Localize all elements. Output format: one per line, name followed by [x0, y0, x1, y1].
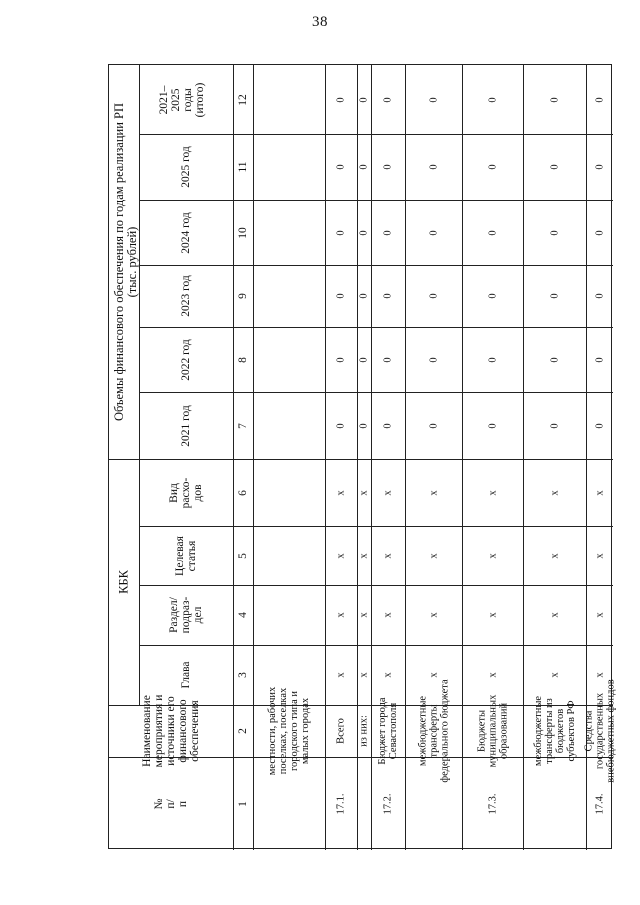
row-3-value-5: 0	[358, 164, 370, 170]
row-8-value-6: 0	[593, 96, 605, 103]
header-kbk-col-4: Вид расхо- дов	[167, 477, 205, 508]
row-5-value-4: 0	[427, 229, 439, 236]
row-8-value-5: 0	[593, 164, 605, 170]
row-4-value-3: 0	[382, 293, 394, 299]
col-divider-7	[139, 392, 613, 393]
row-divider-3	[371, 65, 372, 850]
row-6-kbk-3: х	[486, 552, 498, 559]
row-5-value-6: 0	[427, 96, 439, 103]
row-8-value-1: 0	[593, 422, 605, 429]
row-7-value-6: 0	[548, 96, 560, 103]
row-3-kbk-2: х	[358, 612, 370, 618]
col-number-9: 9	[236, 293, 249, 299]
row-6-num: 17.3.	[486, 793, 498, 814]
row-5-value-2: 0	[427, 356, 439, 363]
row-8-kbk-3: х	[593, 552, 605, 559]
col-divider-10	[139, 200, 613, 201]
header-kbk-col-1: Глава	[179, 661, 192, 689]
col-number-7: 7	[236, 422, 249, 429]
header-kbk: КБК	[116, 570, 131, 594]
header-num: № п/п	[152, 798, 190, 809]
row-5-name: межбюджетные трансферты федерального бюджета	[416, 679, 451, 783]
row-5-kbk-3: х	[427, 552, 439, 559]
row-4-value-5: 0	[382, 164, 394, 170]
row-6-value-3: 0	[486, 293, 498, 299]
row-3-kbk-3: х	[358, 552, 370, 559]
col-divider-4	[139, 585, 613, 586]
row-2-value-1: 0	[335, 422, 347, 429]
col-number-2: 2	[236, 728, 249, 734]
col-number-10: 10	[236, 226, 249, 239]
header-kbk-col-3: Целевая статья	[173, 535, 198, 576]
number-data-divider	[253, 65, 254, 850]
row-4-value-4: 0	[382, 229, 394, 236]
row-2-kbk-1: х	[335, 672, 347, 678]
row-7-value-1: 0	[548, 422, 560, 429]
col-divider-5	[139, 526, 613, 527]
row-3-name: из них:	[358, 715, 370, 747]
row-3-value-3: 0	[358, 293, 370, 299]
header-year-3: 2023 год	[179, 275, 192, 317]
row-7-value-2: 0	[548, 356, 560, 363]
row-7-value-4: 0	[548, 229, 560, 236]
col-number-12: 12	[236, 93, 249, 106]
row-6-value-2: 0	[486, 356, 498, 363]
row-8-value-4: 0	[593, 229, 605, 236]
row-2-value-3: 0	[335, 293, 347, 299]
row-divider-6	[523, 65, 524, 850]
row-divider-1	[325, 65, 326, 850]
row-2-value-5: 0	[335, 164, 347, 170]
row-2-num: 17.1.	[335, 793, 347, 814]
group-title-divider	[139, 65, 140, 705]
col-divider-3	[139, 645, 613, 646]
row-3-value-2: 0	[358, 356, 370, 363]
row-5-kbk-2: х	[427, 612, 439, 618]
row-6-value-5: 0	[486, 164, 498, 170]
row-4-name: Бюджет города Севастополя	[376, 697, 399, 765]
row-5-kbk-4: х	[427, 489, 439, 496]
row-8-kbk-1: х	[593, 672, 605, 678]
row-8-kbk-4: х	[593, 489, 605, 496]
header-year-1: 2021 год	[179, 404, 192, 447]
row-1-name: местности, рабочих поселках, поселках городского типа и малых городах	[266, 686, 312, 776]
row-6-kbk-2: х	[486, 612, 498, 618]
row-8-value-3: 0	[593, 293, 605, 299]
row-5-value-1: 0	[427, 422, 439, 429]
row-6-kbk-4: х	[486, 489, 498, 496]
row-3-value-1: 0	[358, 422, 370, 429]
funding-table	[108, 64, 617, 849]
col-number-11: 11	[236, 161, 249, 173]
row-4-kbk-1: х	[382, 672, 394, 678]
row-divider-5	[462, 65, 463, 850]
row-2-kbk-3: х	[335, 552, 347, 559]
row-3-value-6: 0	[358, 96, 370, 103]
row-4-kbk-2: х	[382, 612, 394, 618]
row-8-kbk-2: х	[593, 612, 605, 618]
header-year-4: 2024 год	[179, 211, 192, 254]
row-8-name: Средства государственных внебюджетных фондов	[582, 679, 617, 783]
row-4-kbk-4: х	[382, 489, 394, 496]
row-2-kbk-2: х	[335, 612, 347, 618]
header-year-2: 2022 год	[179, 338, 192, 381]
row-7-kbk-2: х	[548, 612, 560, 618]
row-3-kbk-4: х	[358, 489, 370, 496]
row-7-kbk-1: х	[548, 672, 560, 678]
row-6-value-6: 0	[486, 96, 498, 103]
col-number-8: 8	[236, 356, 249, 363]
row-2-value-6: 0	[335, 96, 347, 103]
row-2-value-2: 0	[335, 356, 347, 363]
col-number-1: 1	[236, 800, 249, 807]
col-number-3: 3	[236, 672, 249, 678]
page-number: 38	[312, 14, 328, 30]
row-4-value-1: 0	[382, 422, 394, 429]
row-3-kbk-1: х	[358, 672, 370, 678]
row-5-value-5: 0	[427, 164, 439, 170]
header-funding: Объемы финансового обеспечения по годам реализации РП (тыс. рублей)	[111, 102, 139, 422]
row-4-kbk-3: х	[382, 552, 394, 559]
row-6-kbk-1: х	[486, 672, 498, 678]
row-5-value-3: 0	[427, 293, 439, 299]
header-year-5: 2025 год	[179, 146, 192, 188]
col-number-4: 4	[236, 612, 249, 618]
row-6-value-1: 0	[486, 422, 498, 429]
row-divider-4	[405, 65, 406, 850]
row-6-value-4: 0	[486, 229, 498, 236]
row-7-kbk-4: х	[548, 489, 560, 496]
col-divider-6	[109, 459, 613, 460]
row-2-kbk-4: х	[335, 489, 347, 496]
row-8-value-2: 0	[593, 356, 605, 363]
row-2-name: Всего	[335, 718, 347, 744]
row-7-name: межбюджетные трансферты из бюджетов субъектов РФ	[532, 695, 577, 767]
row-6-name: Бюджеты муниципальных образований	[475, 694, 510, 768]
row-3-value-4: 0	[358, 229, 370, 236]
col-divider-11	[139, 134, 613, 135]
row-4-num: 17.2.	[382, 793, 394, 814]
col-number-5: 5	[236, 552, 249, 559]
col-divider-8	[139, 327, 613, 328]
row-7-value-3: 0	[548, 293, 560, 299]
row-7-value-5: 0	[548, 164, 560, 170]
col-number-6: 6	[236, 489, 249, 496]
row-8-num: 17.4.	[593, 793, 605, 814]
label-number-divider	[233, 65, 234, 850]
row-4-value-6: 0	[382, 96, 394, 103]
header-kbk-col-2: Раздел/ подраз- дел	[167, 596, 205, 634]
header-name: Наименование мероприятия и источники его финансового обеспечения	[140, 694, 202, 768]
col-divider-9	[139, 265, 613, 266]
row-2-value-4: 0	[335, 229, 347, 236]
header-year-6: 2021– 2025 годы (итого)	[157, 82, 207, 117]
row-7-kbk-3: х	[548, 552, 560, 559]
row-4-value-2: 0	[382, 356, 394, 363]
row-5-kbk-1: х	[427, 672, 439, 678]
